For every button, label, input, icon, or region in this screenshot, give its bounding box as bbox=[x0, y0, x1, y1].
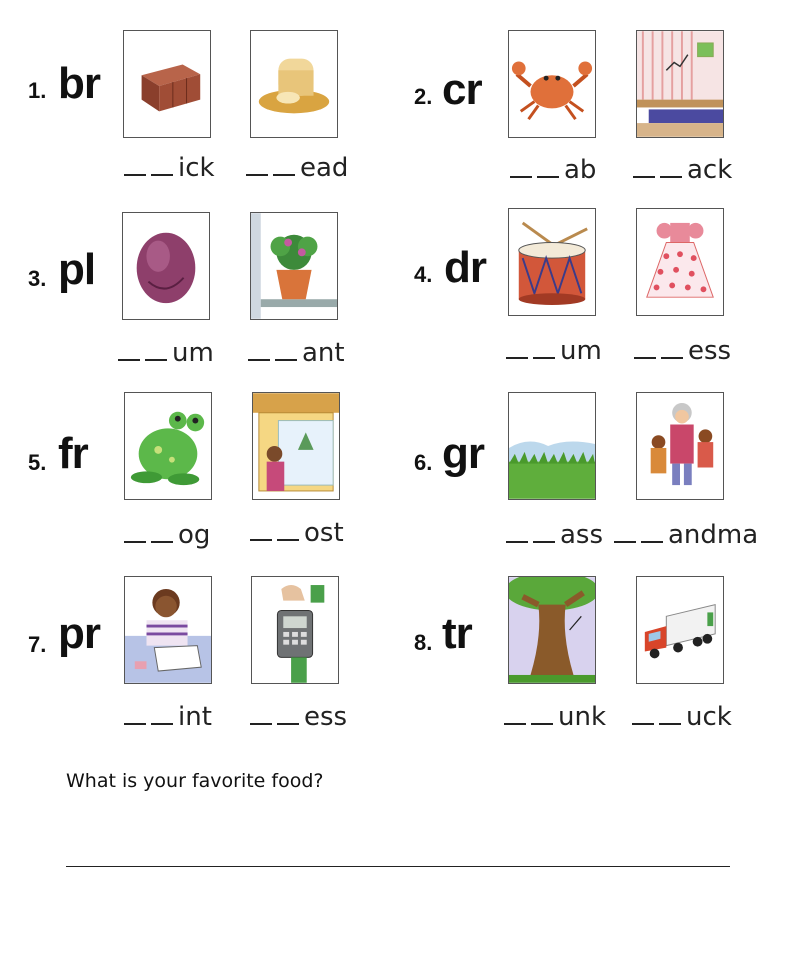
word-blank[interactable] bbox=[504, 704, 606, 730]
word-ending: int bbox=[178, 702, 212, 732]
press-picture bbox=[251, 576, 339, 684]
word-blank[interactable] bbox=[118, 340, 214, 366]
word-ending: ess bbox=[304, 702, 348, 732]
word-ending: um bbox=[560, 336, 602, 366]
plum-picture bbox=[122, 212, 210, 320]
word-ending: ess bbox=[688, 336, 732, 366]
item-number: 3. bbox=[28, 266, 47, 291]
crack-picture bbox=[636, 30, 724, 138]
crab-picture bbox=[508, 30, 596, 138]
item-number: 8. bbox=[414, 630, 433, 655]
word-blank[interactable] bbox=[506, 338, 602, 364]
word-ending: um bbox=[172, 338, 214, 368]
word-ending: ass bbox=[560, 520, 604, 550]
word-blank[interactable] bbox=[248, 340, 345, 366]
word-blank[interactable] bbox=[124, 704, 212, 730]
word-blank[interactable] bbox=[634, 338, 731, 364]
item-blend: gr bbox=[442, 429, 484, 478]
item-number: 6. bbox=[414, 450, 433, 475]
word-ending: ack bbox=[687, 155, 733, 185]
item-number: 5. bbox=[28, 450, 47, 475]
answer-line[interactable] bbox=[66, 866, 730, 867]
word-blank[interactable] bbox=[633, 157, 732, 183]
item-blend: pr bbox=[58, 609, 100, 658]
word-ending: og bbox=[178, 520, 211, 550]
dress-picture bbox=[636, 208, 724, 316]
item-blend: br bbox=[58, 59, 100, 108]
word-blank[interactable] bbox=[250, 704, 347, 730]
item-blend: tr bbox=[442, 609, 472, 658]
word-blank[interactable] bbox=[250, 520, 344, 546]
word-blank[interactable] bbox=[510, 157, 596, 183]
frog-picture bbox=[124, 392, 212, 500]
word-ending: ant bbox=[302, 338, 345, 368]
grass-picture bbox=[508, 392, 596, 500]
item-number: 1. bbox=[28, 78, 47, 103]
frost-picture bbox=[252, 392, 340, 500]
print-picture bbox=[124, 576, 212, 684]
item-number: 7. bbox=[28, 632, 47, 657]
drum-picture bbox=[508, 208, 596, 316]
word-blank[interactable] bbox=[124, 155, 215, 181]
word-ending: uck bbox=[686, 702, 732, 732]
word-blank[interactable] bbox=[506, 522, 603, 548]
item-number: 4. bbox=[414, 262, 433, 287]
word-ending: ead bbox=[300, 153, 349, 183]
word-ending: ick bbox=[178, 153, 215, 183]
word-ending: ost bbox=[304, 518, 344, 548]
trunk-picture bbox=[508, 576, 596, 684]
item-number: 2. bbox=[414, 84, 433, 109]
grandma-picture bbox=[636, 392, 724, 500]
item-blend: fr bbox=[58, 429, 88, 478]
word-ending: ab bbox=[564, 155, 597, 185]
brick-picture bbox=[123, 30, 211, 138]
word-ending: unk bbox=[558, 702, 607, 732]
word-blank[interactable] bbox=[246, 155, 348, 181]
word-blank[interactable] bbox=[124, 522, 210, 548]
item-blend: dr bbox=[444, 243, 486, 292]
word-blank[interactable] bbox=[614, 522, 758, 548]
item-blend: cr bbox=[442, 65, 482, 114]
word-blank[interactable] bbox=[632, 704, 732, 730]
truck-picture bbox=[636, 576, 724, 684]
favorite-food-question: What is your favorite food? bbox=[66, 770, 324, 792]
word-ending: andma bbox=[668, 520, 759, 550]
plant-picture bbox=[250, 212, 338, 320]
bread-picture bbox=[250, 30, 338, 138]
item-blend: pl bbox=[58, 245, 96, 294]
